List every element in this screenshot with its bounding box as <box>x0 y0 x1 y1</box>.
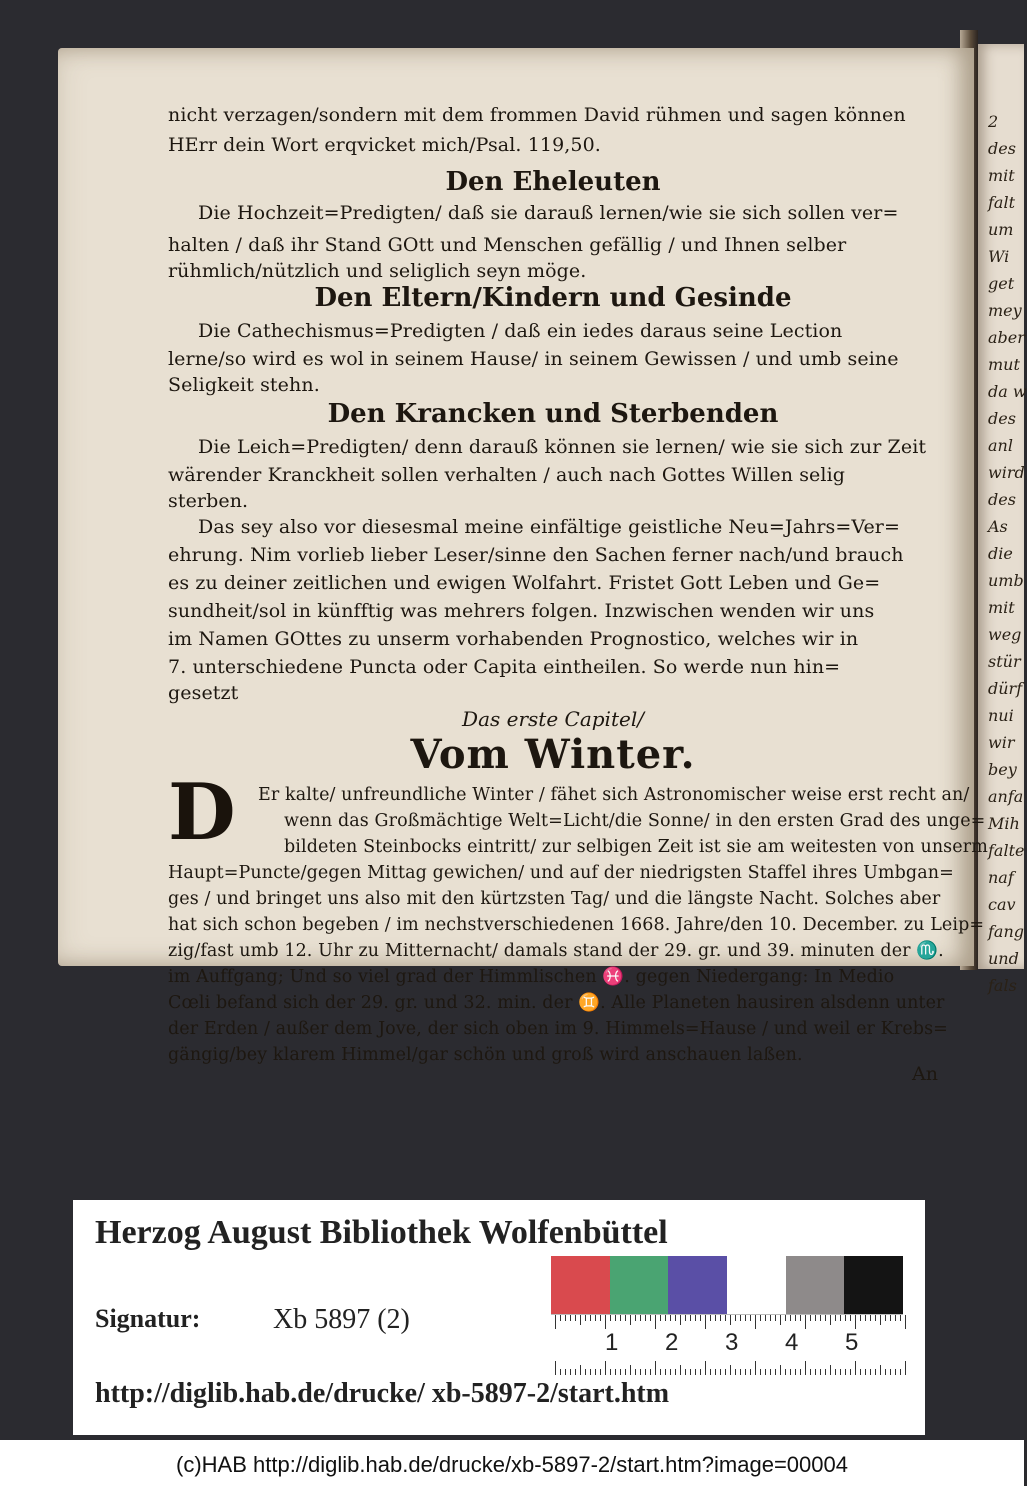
ruler-tick <box>640 1315 641 1321</box>
ruler-tick <box>780 1365 781 1375</box>
ruler-tick <box>775 1369 776 1375</box>
ruler-tick <box>865 1315 866 1321</box>
ruler-tick <box>560 1315 561 1321</box>
ruler-number: 2 <box>665 1329 679 1356</box>
ruler-tick <box>660 1315 661 1321</box>
text-line: lerne/so wird es wol in seinem Hause/ in seinem Gewissen / und umb seine <box>168 348 899 370</box>
ruler-tick <box>700 1315 701 1321</box>
ruler-tick <box>815 1369 816 1375</box>
signature-label: Signatur: <box>95 1304 201 1333</box>
next-page-fragment: umb <box>988 571 1024 590</box>
ruler-tick <box>750 1315 751 1321</box>
color-swatch <box>844 1256 903 1314</box>
text-line: es zu deiner zeitlichen und ewigen Wolfahrt. Fristet Gott Leben und Ge= <box>168 572 881 594</box>
ruler-tick <box>695 1315 696 1321</box>
ruler-tick <box>880 1315 881 1325</box>
ruler-tick <box>735 1369 736 1375</box>
ruler-tick <box>795 1315 796 1321</box>
ruler-tick <box>825 1369 826 1375</box>
text-line: 7. unterschiedene Puncta oder Capita eintheilen. So werde nun hin= <box>168 656 841 678</box>
text-line: Er kalte/ unfreundliche Winter / fähet sich Astronomischer weise erst recht an/ <box>258 785 970 805</box>
ruler-tick <box>740 1369 741 1375</box>
text-line: Die Leich=Predigten/ denn darauß können sie lernen/ wie sie sich zur Zeit <box>198 436 927 458</box>
text-line: gesetzt <box>168 682 239 704</box>
ruler-tick <box>565 1369 566 1375</box>
ruler-tick <box>830 1365 831 1375</box>
ruler-tick <box>870 1315 871 1321</box>
ruler-tick <box>845 1369 846 1375</box>
ruler-tick <box>700 1369 701 1375</box>
next-page-fragment: mut <box>988 355 1020 374</box>
text-line: sterben. <box>168 490 249 512</box>
ruler-tick <box>865 1369 866 1375</box>
ruler-tick <box>655 1361 656 1375</box>
text-line: Haupt=Puncte/gegen Mittag gewichen/ und auf der niedrigsten Staffel ihres Umbgan= <box>168 863 954 883</box>
ruler-tick <box>620 1369 621 1375</box>
ruler-tick <box>675 1369 676 1375</box>
section-heading: Den Eltern/Kindern und Gesinde <box>314 283 792 313</box>
ruler-tick <box>595 1315 596 1321</box>
footer-credit: (c)HAB http://diglib.hab.de/drucke/xb-5897-2/start.htm?image=00004 <box>176 1452 848 1477</box>
ruler-tick <box>635 1315 636 1321</box>
next-page-fragment: wir <box>988 733 1015 752</box>
measurement-ruler <box>551 1314 903 1375</box>
ruler-tick <box>860 1315 861 1321</box>
text-line: hat sich schon begeben / im nechstverschiedenen 1668. Jahre/den 10. December. zu Leip= <box>168 915 985 935</box>
next-page-fragment: des <box>988 139 1016 158</box>
next-page-fragment: um <box>988 220 1014 239</box>
ruler-tick <box>665 1369 666 1375</box>
ruler-tick <box>595 1369 596 1375</box>
ruler-tick <box>870 1369 871 1375</box>
ruler-tick <box>770 1315 771 1321</box>
ruler-tick <box>710 1315 711 1321</box>
ruler-tick <box>815 1315 816 1321</box>
ruler-tick <box>855 1361 856 1375</box>
next-page-fragment: Mih <box>988 814 1020 833</box>
ruler-tick <box>890 1315 891 1321</box>
ruler-tick <box>850 1315 851 1321</box>
next-page-fragment: fang <box>988 922 1025 941</box>
ruler-tick <box>840 1315 841 1321</box>
next-page-fragment: anfa <box>988 787 1024 806</box>
text-line: ehrung. Nim vorlieb lieber Leser/sinne den Sachen ferner nach/und brauch <box>168 544 904 566</box>
ruler-tick <box>785 1369 786 1375</box>
ruler-tick <box>855 1315 856 1329</box>
ruler-tick <box>860 1369 861 1375</box>
color-calibration-strip <box>551 1256 903 1314</box>
text-line: im Namen GOttes zu unserm vorhabenden Prognostico, welches wir in <box>168 628 859 650</box>
ruler-tick <box>715 1315 716 1321</box>
next-page-fragment: mey <box>988 301 1022 320</box>
ruler-tick <box>885 1369 886 1375</box>
chapter-title: Vom Winter. <box>410 731 696 778</box>
ruler-tick <box>810 1315 811 1321</box>
ruler-tick <box>745 1369 746 1375</box>
ruler-tick <box>800 1369 801 1375</box>
ruler-tick <box>745 1315 746 1321</box>
ruler-tick <box>720 1369 721 1375</box>
ruler-tick <box>840 1369 841 1375</box>
next-page-fragment: des <box>988 490 1016 509</box>
ruler-tick <box>765 1369 766 1375</box>
ruler-tick <box>760 1369 761 1375</box>
ruler-tick <box>670 1369 671 1375</box>
ruler-tick <box>770 1369 771 1375</box>
ruler-tick <box>730 1365 731 1375</box>
ruler-number: 5 <box>845 1329 859 1356</box>
text-line: der Erden / außer dem Jove, der sich oben im 9. Himmels=Hause / und weil er Krebs= <box>168 1019 948 1039</box>
ruler-tick <box>890 1369 891 1375</box>
next-page-fragment: wird <box>988 463 1025 482</box>
ruler-tick <box>755 1361 756 1375</box>
ruler-tick <box>820 1369 821 1375</box>
ruler-tick <box>790 1315 791 1321</box>
ruler-tick <box>790 1369 791 1375</box>
ruler-tick <box>605 1315 606 1329</box>
ruler-tick <box>845 1315 846 1321</box>
color-swatch <box>610 1256 669 1314</box>
ruler-tick <box>780 1315 781 1325</box>
color-swatch <box>668 1256 727 1314</box>
ruler-tick <box>825 1315 826 1321</box>
ruler-tick <box>635 1369 636 1375</box>
ruler-tick <box>785 1315 786 1321</box>
ruler-tick <box>675 1315 676 1321</box>
ruler-tick <box>630 1315 631 1325</box>
ruler-tick <box>905 1315 906 1329</box>
ruler-tick <box>900 1315 901 1321</box>
ruler-tick <box>670 1315 671 1321</box>
ruler-tick <box>895 1315 896 1321</box>
ruler-tick <box>880 1365 881 1375</box>
text-line: Seligkeit stehn. <box>168 374 320 396</box>
chapter-subtitle: Das erste Capitel/ <box>462 707 644 731</box>
text-line: HErr dein Wort erqvicket mich/Psal. 119,50. <box>168 134 601 156</box>
library-name: Herzog August Bibliothek Wolfenbüttel <box>95 1214 668 1251</box>
ruler-tick <box>705 1315 706 1329</box>
ruler-tick <box>810 1369 811 1375</box>
catchword: An <box>912 1063 938 1085</box>
ruler-tick <box>625 1369 626 1375</box>
ruler-tick <box>750 1369 751 1375</box>
ruler-tick <box>615 1315 616 1321</box>
ruler-tick <box>690 1315 691 1321</box>
text-line: bildeten Steinbocks eintritt/ zur selbigen Zeit ist sie am weitesten von unserm <box>284 837 988 857</box>
text-line: rühmlich/nützlich und seliglich seyn möge. <box>168 260 587 282</box>
next-page-fragment: die <box>988 544 1013 563</box>
ruler-tick <box>555 1315 556 1329</box>
next-page-fragment: cav <box>988 895 1016 914</box>
next-page-fragment: Wi <box>988 247 1010 266</box>
ruler-tick <box>705 1361 706 1375</box>
library-label-card <box>73 1200 925 1435</box>
color-swatch <box>786 1256 845 1314</box>
ruler-tick <box>875 1369 876 1375</box>
text-line: im Auffgang; Und so viel grad der Himmlischen ♓. gegen Niedergang: In Medio <box>168 967 895 987</box>
ruler-tick <box>645 1315 646 1321</box>
ruler-tick <box>765 1315 766 1321</box>
section-heading: Den Eheleuten <box>445 167 661 197</box>
ruler-tick <box>885 1315 886 1321</box>
ruler-tick <box>835 1315 836 1321</box>
ruler-tick <box>900 1369 901 1375</box>
drop-cap: D <box>168 767 236 858</box>
text-line: ges / und bringet uns also mit den kürtzsten Tag/ und die längste Nacht. Solches aber <box>168 889 941 909</box>
text-line: halten / daß ihr Stand GOtt und Menschen gefällig / und Ihnen selber <box>168 234 847 256</box>
text-line: gängig/bey klarem Himmel/gar schön und groß wird anschauen laßen. <box>168 1045 803 1065</box>
section-heading: Den Krancken und Sterbenden <box>327 399 779 429</box>
next-page-fragment: naf <box>988 868 1014 887</box>
color-swatch <box>551 1256 610 1314</box>
next-page-fragment: mit <box>988 166 1015 185</box>
ruler-tick <box>715 1369 716 1375</box>
ruler-tick <box>555 1361 556 1375</box>
text-line: wärender Kranckheit sollen verhalten / auch nach Gottes Willen selig <box>168 464 846 486</box>
ruler-tick <box>605 1361 606 1375</box>
text-line: sundheit/sol in künfftig was mehrers folgen. Inzwischen wenden wir uns <box>168 600 875 622</box>
ruler-tick <box>575 1315 576 1321</box>
text-line: zig/fast umb 12. Uhr zu Mitternacht/ damals stand der 29. gr. und 39. minuten der ♏. <box>168 941 944 961</box>
next-page-fragment: As <box>988 517 1008 536</box>
ruler-tick <box>600 1315 601 1321</box>
ruler-tick <box>625 1315 626 1321</box>
ruler-number: 4 <box>785 1329 799 1356</box>
ruler-tick <box>575 1369 576 1375</box>
ruler-tick <box>760 1315 761 1321</box>
ruler-tick <box>590 1315 591 1321</box>
ruler-tick <box>610 1315 611 1321</box>
ruler-tick <box>680 1315 681 1325</box>
ruler-tick <box>580 1315 581 1325</box>
next-page-fragment: stür <box>988 652 1021 671</box>
ruler-tick <box>905 1361 906 1375</box>
ruler-tick <box>650 1315 651 1321</box>
ruler-tick <box>895 1369 896 1375</box>
library-url: http://diglib.hab.de/drucke/ xb-5897-2/start.htm <box>95 1378 670 1409</box>
next-page-fragment: get <box>988 274 1015 293</box>
next-page-fragment: falt <box>988 193 1016 212</box>
ruler-tick <box>725 1369 726 1375</box>
color-swatch <box>727 1256 786 1314</box>
ruler-tick <box>740 1315 741 1321</box>
ruler-tick <box>795 1369 796 1375</box>
ruler-tick <box>650 1369 651 1375</box>
next-page-fragment: falte <box>988 841 1025 860</box>
ruler-number: 1 <box>605 1329 619 1356</box>
ruler-tick <box>570 1315 571 1321</box>
ruler-tick <box>735 1315 736 1321</box>
ruler-tick <box>720 1315 721 1321</box>
ruler-tick <box>725 1315 726 1321</box>
text-line: Das sey also vor diesesmal meine einfältige geistliche Neu=Jahrs=Ver= <box>198 516 901 538</box>
text-line: wenn das Großmächtige Welt=Licht/die Sonne/ in den ersten Grad des unge= <box>284 811 986 831</box>
ruler-tick <box>820 1315 821 1321</box>
ruler-tick <box>710 1369 711 1375</box>
ruler-tick <box>875 1315 876 1321</box>
ruler-tick <box>800 1315 801 1321</box>
next-page-fragment: des <box>988 409 1016 428</box>
ruler-tick <box>680 1365 681 1375</box>
next-page-fragment: dürf <box>988 679 1023 698</box>
ruler-tick <box>805 1315 806 1329</box>
ruler-tick <box>695 1369 696 1375</box>
next-page-fragment: aber <box>988 328 1025 347</box>
text-line: Cœli befand sich der 29. gr. und 32. min. der ♊. Alle Planeten hausiren alsdenn unter <box>168 993 945 1013</box>
ruler-tick <box>730 1315 731 1325</box>
ruler-tick <box>585 1315 586 1321</box>
next-page-fragment: nui <box>988 706 1014 725</box>
ruler-tick <box>655 1315 656 1329</box>
ruler-tick <box>600 1369 601 1375</box>
ruler-tick <box>685 1369 686 1375</box>
ruler-tick <box>565 1315 566 1321</box>
ruler-tick <box>690 1369 691 1375</box>
text-line: nicht verzagen/sondern mit dem frommen David rühmen und sagen können <box>168 104 906 126</box>
ruler-tick <box>585 1369 586 1375</box>
ruler-tick <box>570 1369 571 1375</box>
ruler-tick <box>640 1369 641 1375</box>
ruler-tick <box>660 1369 661 1375</box>
text-line: Die Cathechismus=Predigten / daß ein iedes daraus seine Lection <box>198 320 843 342</box>
next-page-fragment: fals <box>988 976 1017 995</box>
ruler-tick <box>850 1369 851 1375</box>
next-page-fragment: 2 <box>988 112 999 131</box>
next-page-fragment: weg <box>988 625 1022 644</box>
ruler-tick <box>685 1315 686 1321</box>
ruler-tick <box>755 1315 756 1329</box>
ruler-tick <box>775 1315 776 1321</box>
next-page-fragment: anl <box>988 436 1013 455</box>
ruler-tick <box>590 1369 591 1375</box>
next-page-fragment: mit <box>988 598 1015 617</box>
signature-value: Xb 5897 (2) <box>273 1304 410 1335</box>
ruler-tick <box>645 1369 646 1375</box>
text-line: Die Hochzeit=Predigten/ daß sie darauß lernen/wie sie sich sollen ver= <box>198 202 899 224</box>
ruler-tick <box>620 1315 621 1321</box>
ruler-tick <box>805 1361 806 1375</box>
ruler-tick <box>835 1369 836 1375</box>
ruler-tick <box>630 1365 631 1375</box>
ruler-tick <box>560 1369 561 1375</box>
ruler-tick <box>830 1315 831 1325</box>
next-page-fragment: bey <box>988 760 1017 779</box>
ruler-tick <box>610 1369 611 1375</box>
next-page-fragment: da w <box>988 382 1027 401</box>
next-page-fragment: und <box>988 949 1019 968</box>
ruler-number: 3 <box>725 1329 739 1356</box>
ruler-tick <box>580 1365 581 1375</box>
ruler-tick <box>665 1315 666 1321</box>
ruler-tick <box>615 1369 616 1375</box>
